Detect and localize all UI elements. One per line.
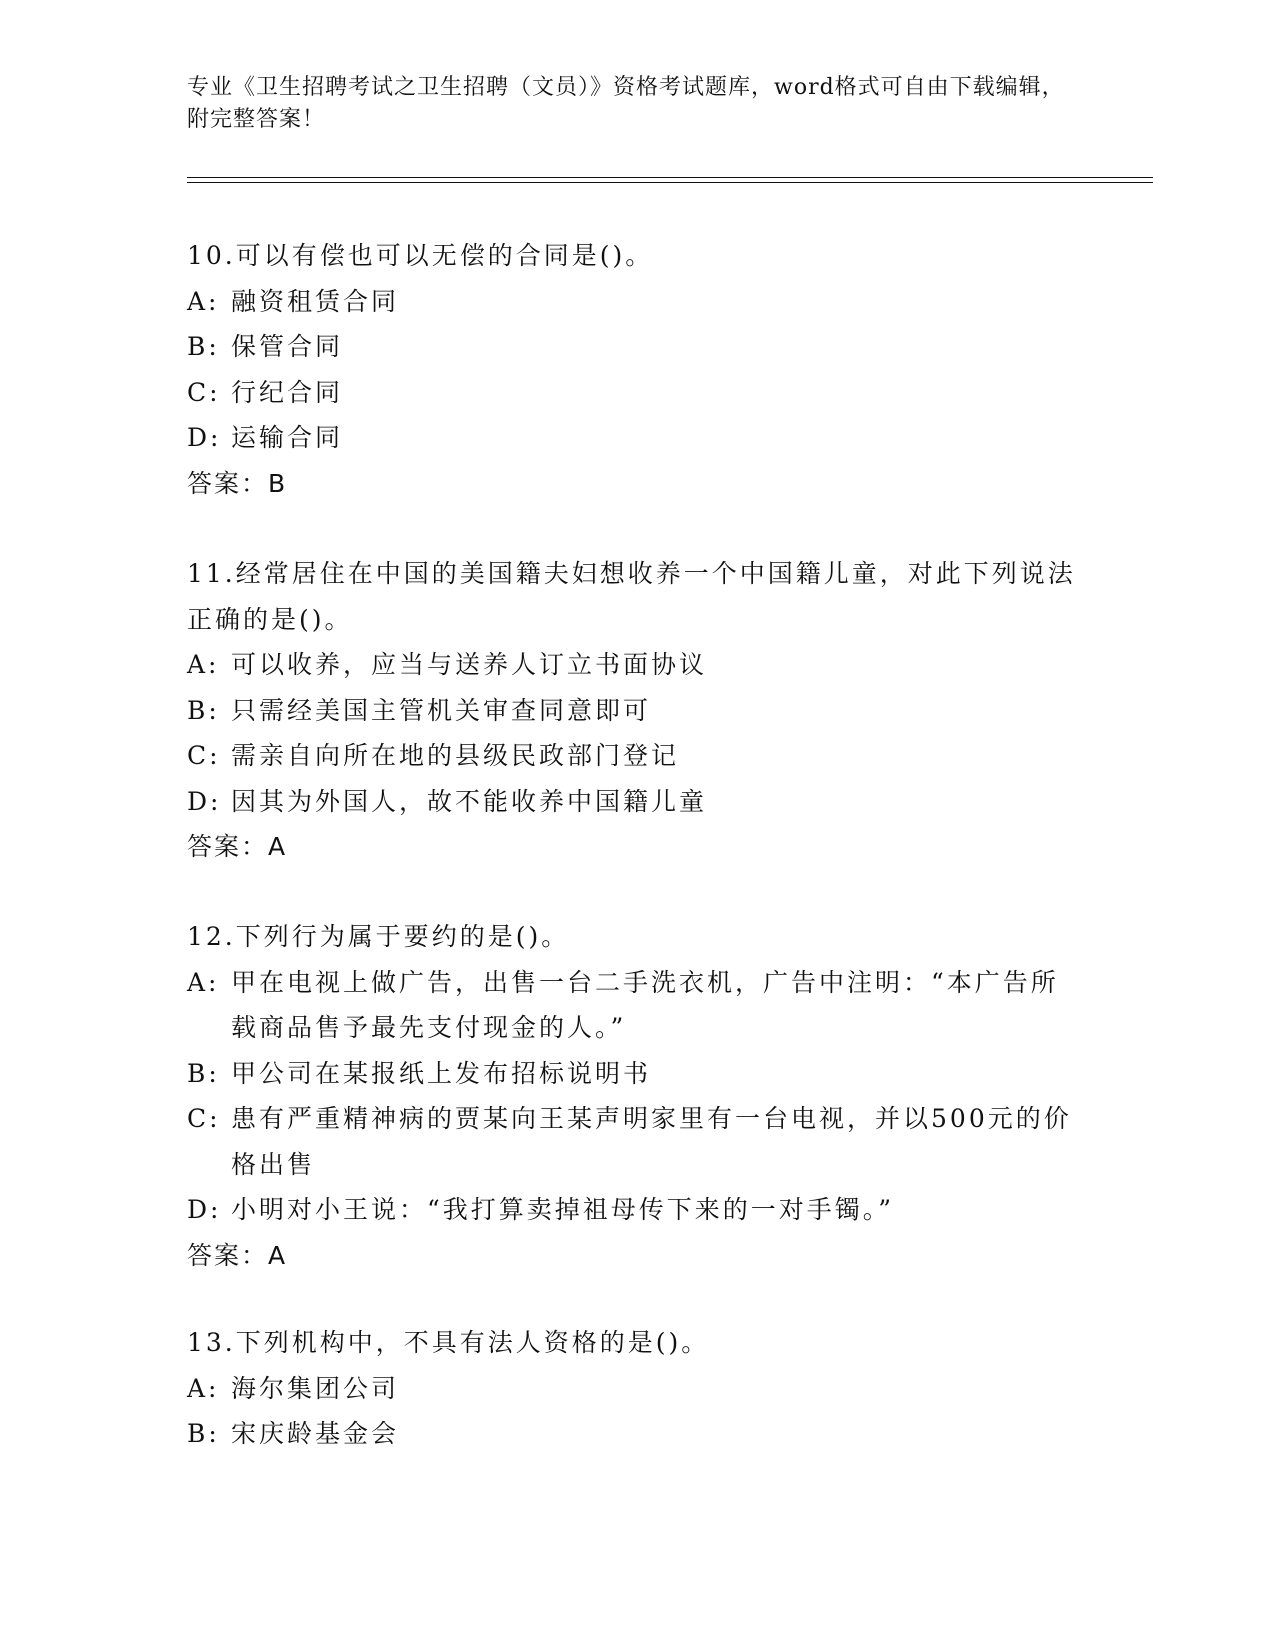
option-text: 可以收养，应当与送养人订立书面协议: [231, 650, 708, 679]
option-b: [187, 324, 1077, 370]
option-key: B:: [187, 1419, 220, 1448]
option-text: 运输合同: [231, 423, 344, 452]
option-key: A:: [187, 1373, 220, 1403]
header-divider-top: [187, 177, 1153, 178]
option-key: C:: [187, 377, 221, 407]
option-text: 患有严重精神病的贾某向王某声明家里有一台电视，并以500元的价格出售: [231, 1104, 1072, 1179]
option-text: 行纪合同: [231, 377, 344, 407]
option-text: 宋庆龄基金会: [231, 1419, 400, 1448]
option-text: 甲在电视上做广告，出售一台二手洗衣机，广告中注明：“本广告所载商品售予最先支付现金的人。”: [231, 967, 1059, 1042]
header-divider-bottom: [187, 182, 1153, 183]
answer-label: 答案：: [187, 832, 269, 861]
option-text: 小明对小王说：“我打算卖掉祖母传下来的一对手镯。”: [231, 1195, 895, 1224]
answer-line: [187, 824, 1077, 870]
option-key: C:: [187, 1104, 221, 1133]
question-stem: 11.经常居住在中国的美国籍夫妇想收养一个中国籍儿童，对此下列说法正确的是()。: [187, 559, 1076, 634]
option-c: [187, 370, 1077, 416]
option-key: A:: [187, 286, 220, 316]
question-12: [187, 914, 1077, 1278]
answer-value: A: [268, 1240, 288, 1270]
answer-line: [187, 1233, 1077, 1279]
option-c: [187, 1096, 1077, 1187]
option-key: D:: [187, 786, 222, 816]
option-b: [187, 1411, 1077, 1457]
option-text: 因其为外国人，故不能收养中国籍儿童: [231, 786, 708, 816]
option-key: D:: [187, 423, 222, 452]
option-key: D:: [187, 1195, 222, 1224]
option-text: 只需经美国主管机关审查同意即可: [231, 695, 652, 725]
option-key: B:: [187, 1058, 220, 1088]
option-a: [187, 642, 1077, 688]
question-stem: 12.下列行为属于要约的是()。: [187, 922, 570, 951]
answer-value: B: [268, 468, 288, 498]
option-d: [187, 415, 1077, 461]
question-13: [187, 1320, 1077, 1457]
option-text: 需亲自向所在地的县级民政部门登记: [231, 741, 680, 770]
question-10: [187, 233, 1077, 506]
option-c: [187, 733, 1077, 779]
option-d: [187, 1187, 1077, 1233]
option-key: C:: [187, 741, 221, 770]
option-a: [187, 279, 1077, 325]
option-key: B:: [187, 695, 220, 725]
option-key: A:: [187, 967, 220, 997]
document-header: 专业《卫生招聘考试之卫生招聘（文员）》资格考试题库，word格式可自由下载编辑，附完整答案！: [187, 75, 1065, 132]
option-key: A:: [187, 650, 220, 679]
option-a: [187, 1366, 1077, 1412]
answer-line: [187, 461, 1077, 507]
answer-label: 答案：: [187, 1240, 269, 1270]
answer-value: A: [268, 832, 288, 861]
option-d: [187, 779, 1077, 825]
question-stem: 10.可以有偿也可以无偿的合同是()。: [187, 241, 654, 270]
option-b: [187, 1051, 1077, 1097]
option-a: [187, 960, 1077, 1051]
option-text: 甲公司在某报纸上发布招标说明书: [231, 1058, 652, 1088]
option-text: 海尔集团公司: [231, 1373, 400, 1403]
answer-label: 答案：: [187, 468, 269, 498]
question-stem: 13.下列机构中，不具有法人资格的是()。: [187, 1328, 710, 1357]
option-text: 融资租赁合同: [231, 286, 400, 316]
option-b: [187, 688, 1077, 734]
option-key: B:: [187, 332, 220, 361]
option-text: 保管合同: [231, 332, 344, 361]
question-11: [187, 551, 1077, 870]
